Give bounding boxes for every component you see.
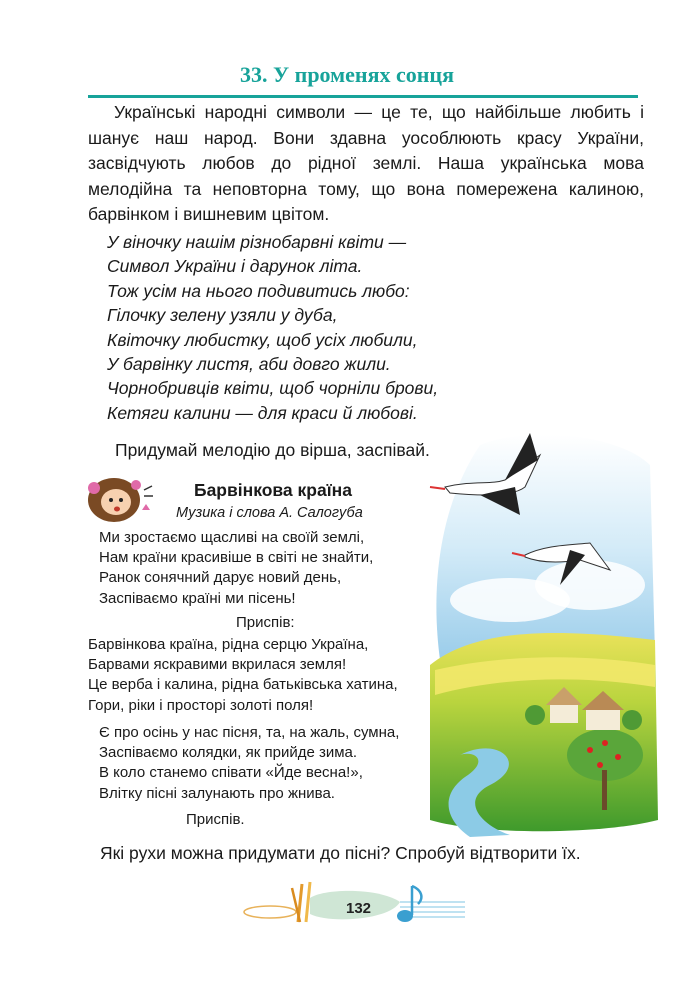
poem-line: Тож усім на нього подивитись любо: [107, 280, 410, 301]
poem-line: Гілочку зелену узяли у дуба, [107, 305, 338, 326]
song-line: Влітку пісні залунають про жнива. [99, 784, 335, 802]
singing-girl-icon [84, 470, 156, 530]
song-verse-2 [99, 723, 399, 804]
poem-line: Квіточку любистку, щоб усіх любили, [107, 329, 418, 350]
intro-paragraph: Українські народні символи — це те, що найбільше любить і шанує наш народ. Вони здавна уособлюють красу України, засвідчують любов до рідної землі. Наша українська мова мелодійна та неповторна тому, що вона помережена калиною, барвінком і вишневим цвітом. [88, 102, 644, 225]
poem-line: Кетяги калини — для краси й любові. [107, 402, 418, 423]
song-line: Барвами яскравими вкрилася земля! [88, 656, 347, 674]
poem-line: Чорнобривців квіти, щоб чорніли брови, [107, 378, 439, 399]
poem-line: Символ України і дарунок літа. [107, 256, 363, 277]
song-title: Барвінкова країна [194, 480, 352, 500]
song-line: Це верба і калина, рідна батьківська хатина, [88, 676, 398, 694]
landscape-illustration [420, 425, 660, 840]
song-line: Заспіваємо колядки, як прийде зима. [99, 744, 358, 762]
song-verse-1 [99, 528, 373, 609]
song-line: Нам країни красивіше в світі не знайти, [99, 549, 374, 567]
song-line: Ранок сонячний дарує новий день, [99, 569, 342, 587]
poem-line: У віночку нашім різнобарвні квіти — [107, 232, 407, 252]
chorus-label: Приспів: [236, 614, 295, 631]
song-line: Ми зростаємо щасливі на своїй землі, [99, 529, 365, 546]
lesson-title: 33. У променях сонця [240, 62, 454, 87]
title-underline [88, 95, 638, 98]
song-author: Музика і слова А. Салогуба [176, 505, 363, 521]
song-line: Барвінкова країна, рідна серцю Україна, [88, 636, 369, 653]
song-chorus [88, 635, 398, 716]
question-text: Які рухи можна придумати до пісні? Спробуй відтворити їх. [100, 843, 581, 863]
song-line: Заспіваємо країні ми пісень! [99, 589, 296, 607]
song-line: В коло станемо співати «Йде весна!», [99, 764, 363, 782]
poem-line: У барвінку листя, аби довго жили. [107, 354, 391, 375]
poem [107, 230, 438, 425]
chorus-repeat: Приспів. [186, 811, 245, 828]
song-line: Гори, ріки і просторі золоті поля! [88, 696, 314, 714]
page-number: 132 [346, 900, 372, 917]
task-text: Придумай мелодію до вірша, заспівай. [115, 440, 430, 460]
song-line: Є про осінь у нас пісня, та, на жаль, сумна, [99, 724, 400, 741]
